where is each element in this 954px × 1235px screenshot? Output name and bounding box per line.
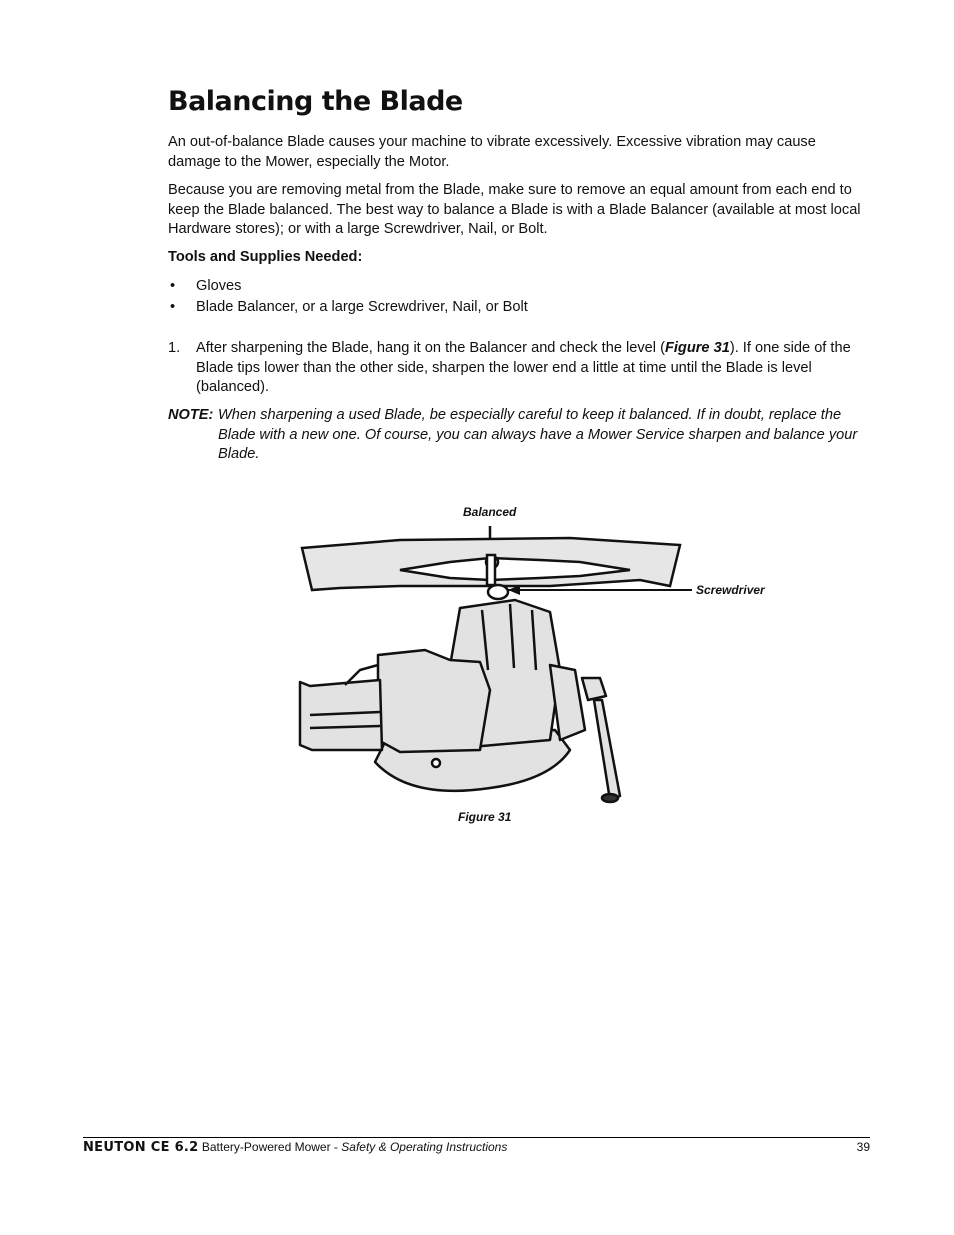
step-text-a: After sharpening the Blade, hang it on the Balancer and check the level (: [196, 340, 665, 356]
page-footer: [83, 1140, 870, 1155]
list-item-text: Blade Balancer, or a large Screwdriver, Nail, or Bolt: [196, 299, 528, 315]
bullet-icon: •: [170, 299, 176, 315]
note-text: When sharpening a used Blade, be especially careful to keep it balanced. If in doubt, replace the Blade with a new one. Of course, you can always have a Mower Service sharpen and balance your Blade.: [218, 407, 858, 462]
note: [168, 406, 868, 465]
figure-caption: Figure 31: [458, 810, 512, 824]
footer-subtitle: Safety & Operating Instructions: [341, 1140, 508, 1154]
page-title: Balancing the Blade: [168, 86, 463, 117]
footer-divider: [83, 1137, 870, 1138]
step-text-b: ). If one side of the Blade tips lower than the other side, sharpen the lower end a little at time until the Blade is level (balanced).: [196, 340, 851, 395]
list-item: [168, 297, 528, 318]
intro-paragraph: An out-of-balance Blade causes your machine to vibrate excessively. Excessive vibration may cause damage to the Mower, especially the Motor.: [168, 134, 816, 170]
step-1: [168, 339, 868, 398]
screwdriver-label: Screwdriver: [696, 583, 765, 597]
method-paragraph: Because you are removing metal from the Blade, make sure to remove an equal amount from each end to keep the Blade balanced. The best way to balance a Blade is with a Blade Balancer (available at most local Hardware stores); or with a large Screwdriver, Nail, or Bolt.: [168, 182, 861, 237]
tools-list: [168, 276, 528, 318]
list-item: [168, 276, 528, 297]
vise-icon: [300, 600, 620, 802]
bullet-icon: •: [170, 278, 176, 294]
page-number: 39: [856, 1140, 870, 1154]
step-text: [196, 339, 868, 398]
blade-vise-illustration: [250, 500, 790, 820]
step-number: 1.: [168, 340, 181, 356]
list-item-text: Gloves: [196, 278, 242, 294]
footer-brand: NEUTON CE 6.2: [83, 1140, 199, 1155]
figure-reference: Figure 31: [664, 340, 730, 356]
note-label: NOTE:: [168, 407, 214, 423]
balanced-label: Balanced: [463, 505, 517, 519]
tools-heading: Tools and Supplies Needed:: [168, 249, 363, 265]
footer-product: Battery-Powered Mower -: [201, 1140, 338, 1154]
